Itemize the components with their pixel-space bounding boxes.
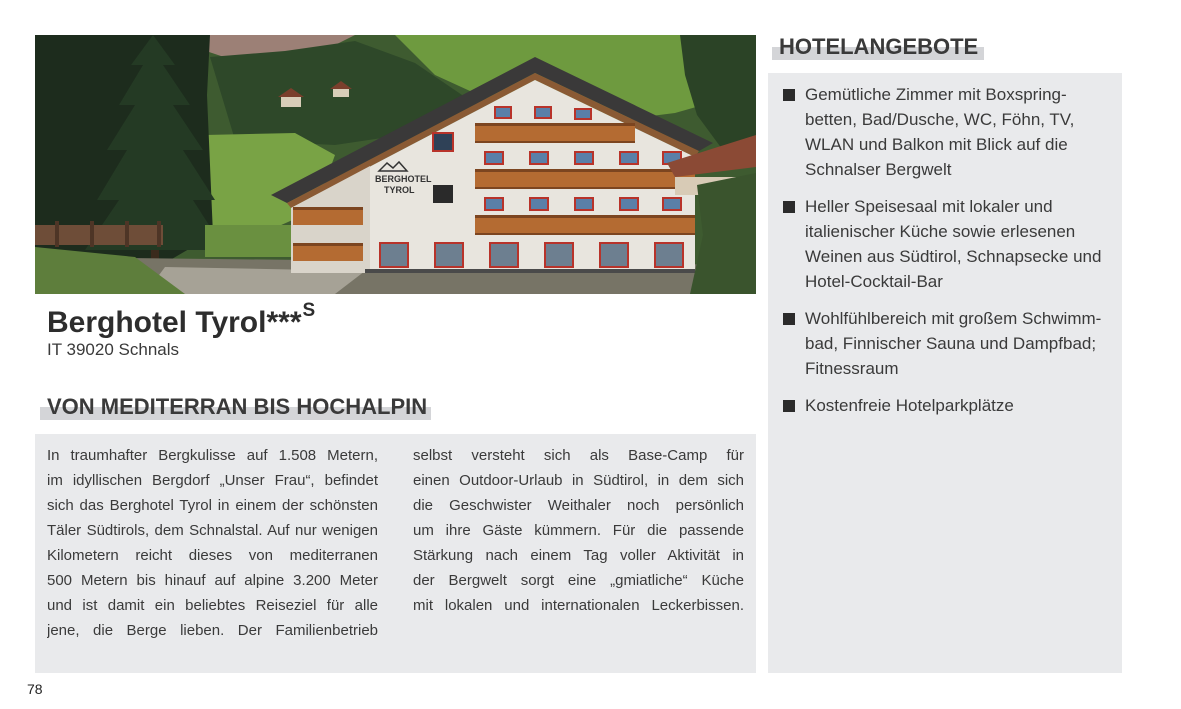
offer-line: Wohlfühlbereich mit großem Schwimm- xyxy=(805,309,1102,328)
upper-windows xyxy=(495,107,591,119)
square-bullet-icon xyxy=(783,400,795,412)
fence-post xyxy=(125,221,129,247)
intro-column-1 xyxy=(47,443,378,643)
balcony-rail xyxy=(475,233,695,235)
text-line: Stärkung nach einem Tag voller Aktivität in xyxy=(413,547,744,564)
text-line: mit lokalen und internationalen Leckerbissen. xyxy=(413,597,744,614)
offer-line: italienischer Küche sowie erlesenen xyxy=(805,222,1076,241)
window xyxy=(530,152,548,164)
offer-line: Schnalser Bergwelt xyxy=(805,160,952,179)
offer-item-wellness xyxy=(768,306,1122,381)
window xyxy=(485,198,503,210)
offer-item-rooms xyxy=(768,82,1122,182)
square-bullet-icon xyxy=(783,313,795,325)
text-line: 500 Metern bis hinauf auf alpine 3.200 Meter xyxy=(47,572,378,589)
fence-boards xyxy=(35,225,163,245)
offer-line: Kostenfreie Hotelparkplätze xyxy=(805,396,1014,415)
offers-list xyxy=(768,82,1122,430)
offer-line: Fitnessraum xyxy=(805,359,899,378)
hotel-photo xyxy=(35,35,756,294)
window xyxy=(530,198,548,210)
balcony-row-2 xyxy=(475,169,695,189)
square-bullet-icon xyxy=(783,201,795,213)
fence-post xyxy=(90,221,94,247)
balcony-rail xyxy=(475,123,635,126)
window xyxy=(535,107,551,118)
offer-line: bad, Finnischer Sauna und Dampfbad; xyxy=(805,334,1097,353)
gable-window xyxy=(433,185,453,203)
hotel-address: IT 39020 Schnals xyxy=(47,340,179,359)
balcony-rail xyxy=(293,243,363,246)
window xyxy=(575,198,593,210)
window xyxy=(663,198,681,210)
balcony-rail xyxy=(475,141,635,143)
hotel-name-text: Berghotel Tyrol*** xyxy=(47,306,302,339)
offer-line: Heller Speisesaal mit lokaler und xyxy=(805,197,1053,216)
square-bullet-icon xyxy=(783,89,795,101)
intro-heading: VON MEDITERRAN BIS HOCHALPIN xyxy=(40,394,431,420)
text-line: selbst versteht sich als Base-Camp für xyxy=(413,447,744,464)
window xyxy=(655,243,683,267)
text-line: Täler Südtirols, dem Schnalstal. Auf nur wenigen xyxy=(47,522,378,539)
hotel-rating-superscript: S xyxy=(302,300,316,321)
window xyxy=(485,152,503,164)
text-line: einen Outdoor-Urlaub in Südtirol, in dem sich xyxy=(413,472,744,489)
intro-column-2 xyxy=(413,443,744,618)
window xyxy=(545,243,573,267)
gable-window xyxy=(433,133,453,151)
hotel-name xyxy=(47,300,316,344)
offer-line: Hotel-Cocktail-Bar xyxy=(805,272,943,291)
offer-line: Gemütliche Zimmer mit Boxspring- xyxy=(805,85,1067,104)
text-line: jene, die Berge lieben. Der Familienbetrieb xyxy=(47,622,378,639)
window xyxy=(575,109,591,119)
window xyxy=(620,198,638,210)
window xyxy=(490,243,518,267)
lower-meadow xyxy=(205,225,305,257)
text-line: In traumhafter Bergkulisse auf 1.508 Metern, xyxy=(47,447,378,464)
balcony-rail xyxy=(475,169,695,172)
text-line: der Bergwelt sorgt eine „gmiatliche“ Küche xyxy=(413,572,744,589)
fence-post xyxy=(55,221,59,247)
window xyxy=(600,243,628,267)
intro-text-box xyxy=(35,434,756,673)
sign-text-line-2: TYROL xyxy=(384,185,415,195)
offer-line: WLAN und Balkon mit Blick auf die xyxy=(805,135,1068,154)
page-number: 78 xyxy=(27,681,43,697)
balcony-rail xyxy=(475,215,695,218)
text-line: und ist damit ein beliebtes Reiseziel für alle xyxy=(47,597,378,614)
offers-heading: HOTELANGEBOTE xyxy=(772,34,984,60)
offers-box xyxy=(768,73,1122,673)
window xyxy=(435,243,463,267)
balcony-row-1 xyxy=(475,123,635,143)
sign-text-line-1: BERGHOTEL xyxy=(375,174,432,184)
window xyxy=(495,107,511,118)
balcony-rail xyxy=(293,207,363,210)
balcony-rail xyxy=(475,187,695,189)
text-line: sich das Berghotel Tyrol in einem der schönsten xyxy=(47,497,378,514)
fence-post xyxy=(157,221,161,247)
hotel-photo-scene xyxy=(35,35,756,294)
offer-line: Weinen aus Südtirol, Schnapsecke und xyxy=(805,247,1102,266)
text-line: im idyllischen Bergdorf „Unser Frau“, befindet xyxy=(47,472,378,489)
text-line: die Geschwister Weithaler noch persönlich xyxy=(413,497,744,514)
text-line: um ihre Gäste kümmern. Für die passende xyxy=(413,522,744,539)
window xyxy=(575,152,593,164)
offer-line: betten, Bad/Dusche, WC, Föhn, TV, xyxy=(805,110,1075,129)
terrace-railing xyxy=(365,269,695,273)
offer-item-dining xyxy=(768,194,1122,294)
offer-item-parking xyxy=(768,393,1122,418)
window xyxy=(620,152,638,164)
window xyxy=(380,243,408,267)
text-line: Kilometern reicht dieses von mediterranen xyxy=(47,547,378,564)
balcony-row-3 xyxy=(475,215,695,235)
